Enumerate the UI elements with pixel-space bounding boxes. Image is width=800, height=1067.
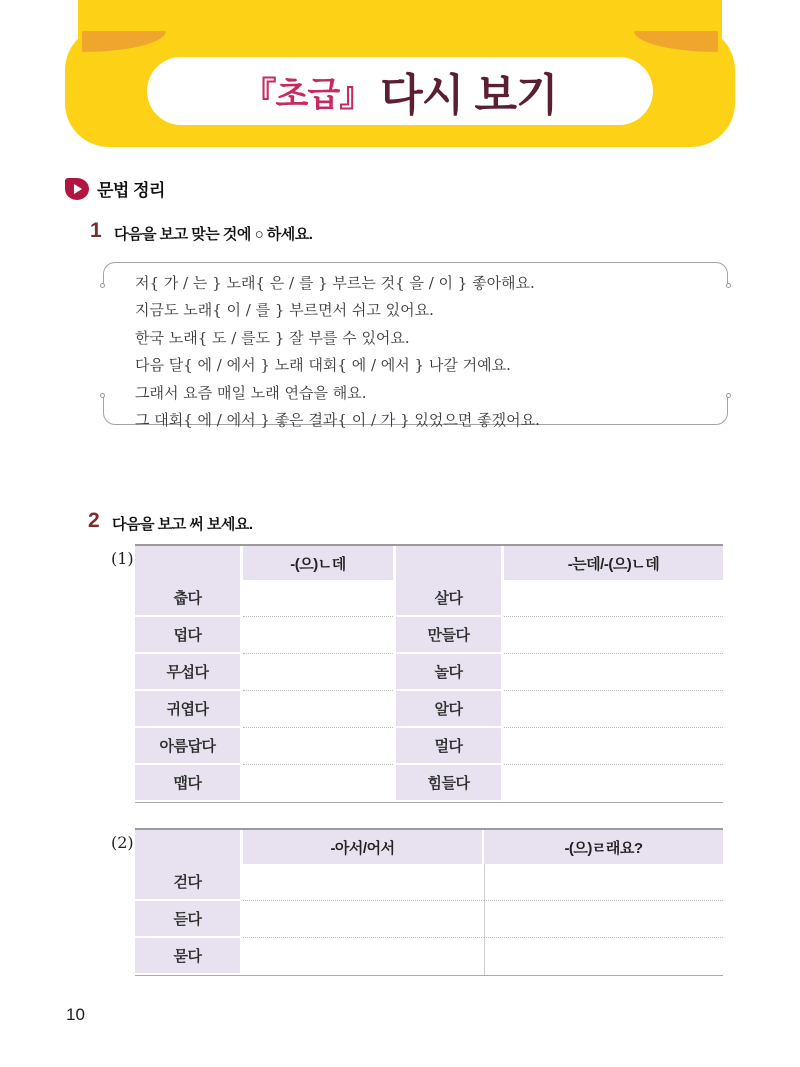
verb-cell: 힘들다 bbox=[396, 765, 501, 800]
page-number: 10 bbox=[66, 1005, 85, 1024]
table-1-label: (1) bbox=[111, 549, 134, 568]
section-header bbox=[65, 176, 165, 201]
answer-cell bbox=[243, 617, 393, 654]
box-dot-icon bbox=[726, 283, 731, 288]
answer-cell bbox=[243, 580, 393, 617]
verb-cell: 알다 bbox=[396, 691, 501, 726]
table-row bbox=[135, 691, 723, 728]
table-row bbox=[135, 728, 723, 765]
title-banner bbox=[65, 0, 735, 147]
page-title-prefix: 『초급』 bbox=[242, 75, 373, 114]
exercise-2-prompt: 다음을 보고 써 보세요. bbox=[112, 516, 253, 533]
answer-cell bbox=[504, 617, 723, 654]
box-dot-icon bbox=[100, 283, 105, 288]
conjugation-table-1 bbox=[135, 544, 723, 803]
page-title: 다시 보기 bbox=[380, 71, 558, 120]
header-cell: -(으)ㄹ래요? bbox=[484, 830, 723, 864]
answer-cell bbox=[243, 864, 484, 901]
verb-cell: 멀다 bbox=[396, 728, 501, 763]
section-title: 문법 정리 bbox=[97, 181, 165, 200]
answer-cell bbox=[504, 580, 723, 617]
answer-cell bbox=[484, 901, 723, 938]
table-row bbox=[135, 580, 723, 617]
verb-cell: 만들다 bbox=[396, 617, 501, 652]
example-sentence: 지금도 노래{ 이 / 를 } 부르면서 쉬고 있어요. bbox=[135, 301, 434, 320]
box-dot-icon bbox=[726, 393, 731, 398]
answer-cell bbox=[243, 938, 484, 975]
verb-cell: 놀다 bbox=[396, 654, 501, 689]
verb-cell: 묻다 bbox=[135, 938, 240, 973]
verb-cell: 살다 bbox=[396, 580, 501, 615]
verb-cell: 아름답다 bbox=[135, 728, 240, 763]
play-icon bbox=[65, 178, 89, 200]
exercise-1-number: 1 bbox=[90, 219, 102, 242]
conjugation-table-2 bbox=[135, 828, 723, 976]
answer-cell bbox=[243, 765, 393, 802]
answer-cell bbox=[504, 765, 723, 802]
banner-title-pill bbox=[147, 57, 653, 125]
table-row bbox=[135, 546, 723, 580]
header-cell: -(으)ㄴ데 bbox=[243, 546, 393, 580]
header-cell-empty bbox=[135, 830, 240, 864]
answer-cell bbox=[504, 654, 723, 691]
header-cell-empty bbox=[396, 546, 501, 580]
table-row bbox=[135, 830, 723, 864]
header-cell: -아서/어서 bbox=[243, 830, 482, 864]
exercise-2-number: 2 bbox=[88, 509, 100, 532]
answer-cell bbox=[243, 901, 484, 938]
table-row bbox=[135, 654, 723, 691]
answer-cell bbox=[484, 938, 723, 975]
verb-cell: 춥다 bbox=[135, 580, 240, 615]
answer-cell bbox=[484, 864, 723, 901]
answer-cell bbox=[243, 691, 393, 728]
answer-cell bbox=[504, 728, 723, 765]
example-sentence: 다음 달{ 에 / 에서 } 노래 대회{ 에 / 에서 } 나갈 거예요. bbox=[135, 356, 511, 375]
verb-cell: 듣다 bbox=[135, 901, 240, 936]
table-row bbox=[135, 938, 723, 975]
verb-cell: 걷다 bbox=[135, 864, 240, 899]
example-sentence: 저{ 가 / 는 } 노래{ 은 / 를 } 부르는 것{ 을 / 이 } 좋아해요. bbox=[135, 274, 535, 292]
header-cell: -는데/-(으)ㄴ데 bbox=[504, 546, 723, 580]
exercise-1-prompt: 다음을 보고 맞는 것에 ○ 하세요. bbox=[114, 226, 313, 243]
answer-cell bbox=[504, 691, 723, 728]
verb-cell: 덥다 bbox=[135, 617, 240, 652]
table-2-label: (2) bbox=[111, 833, 134, 852]
header-cell-empty bbox=[135, 546, 240, 580]
table-row bbox=[135, 617, 723, 654]
table-row bbox=[135, 901, 723, 938]
table-row bbox=[135, 765, 723, 802]
grammar-example-box bbox=[103, 262, 728, 430]
table-row bbox=[135, 864, 723, 901]
example-sentence: 한국 노래{ 도 / 를도 } 잘 부를 수 있어요. bbox=[135, 328, 410, 347]
verb-cell: 귀엽다 bbox=[135, 691, 240, 726]
example-sentence: 그래서 요즘 매일 노래 연습을 해요. bbox=[135, 383, 367, 402]
example-sentences bbox=[135, 270, 708, 434]
answer-cell bbox=[243, 728, 393, 765]
box-dot-icon bbox=[100, 393, 105, 398]
verb-cell: 맵다 bbox=[135, 765, 240, 800]
answer-cell bbox=[243, 654, 393, 691]
example-sentence: 그 대회{ 에 / 에서 } 좋은 결과{ 이 / 가 } 있었으면 좋겠어요. bbox=[135, 411, 540, 430]
verb-cell: 무섭다 bbox=[135, 654, 240, 689]
